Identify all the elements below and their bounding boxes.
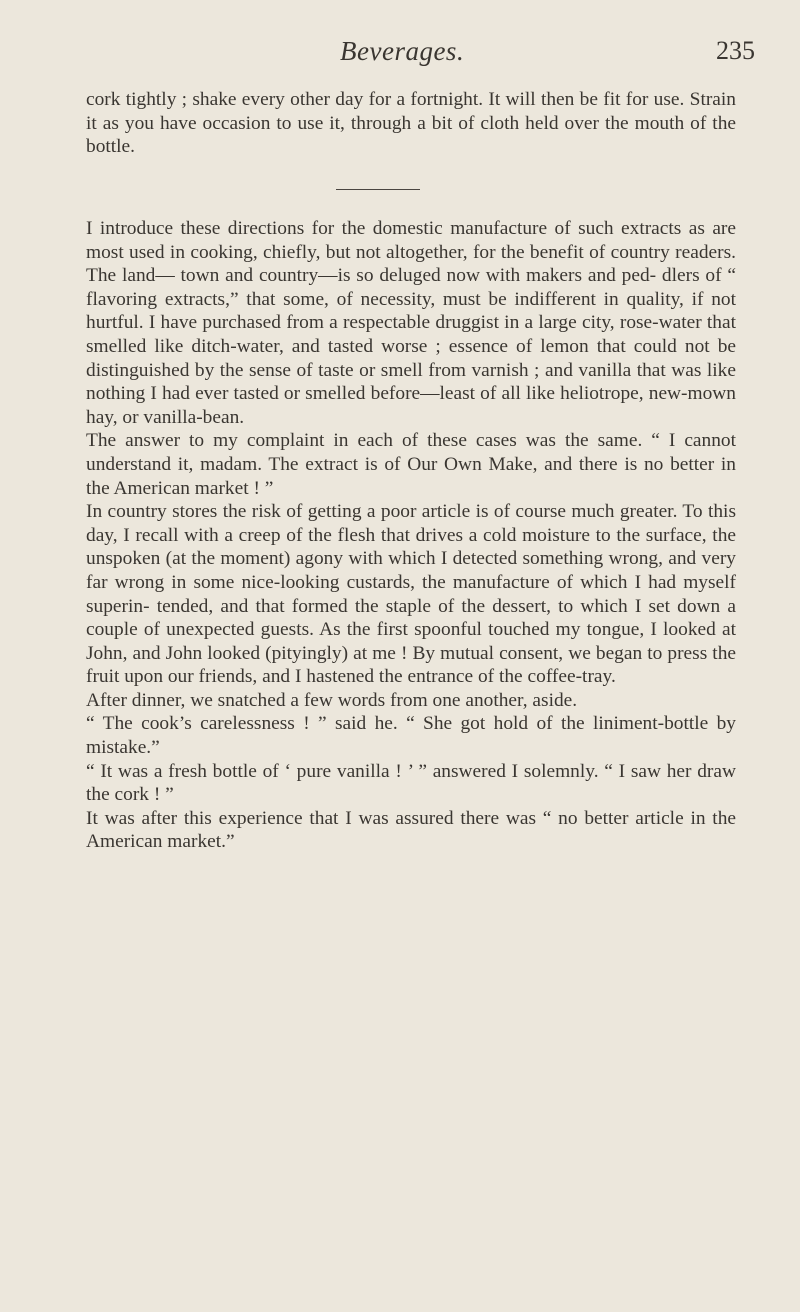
paragraph: It was after this experience that I was assured there was “ no better article in the American market.” — [86, 807, 736, 853]
paragraph: In country stores the risk of getting a poor article is of course much greater. To this day, I recall with a creep of the flesh that drives a cold moisture to the surface, the unspoken (at the moment) agony with which I detected something wrong, and very far wrong in some nice-looking custards, the manufacture of which I had myself superin- tended, and that formed the staple of the dessert, to which I set down a couple of unexpected guests. As the first spoonful touched my tongue, I looked at John, and John looked (pityingly) at me ! By mutual consent, we began to press the fruit upon our friends, and I hastened the entrance of the coffee-tray. — [86, 501, 736, 688]
text-block-main — [86, 217, 736, 854]
section-divider — [336, 189, 420, 190]
paragraph: After dinner, we snatched a few words from one another, aside. — [86, 689, 578, 711]
page-number: 235 — [716, 36, 755, 65]
paragraph: cork tightly ; shake every other day for a fortnight. It will then be fit for use. Strain it as you have occasion to use it, through a bit of cloth held over the mouth of the bottle. — [86, 89, 736, 158]
paragraph: “ It was a fresh bottle of ‘ pure vanilla ! ’ ” answered I solemnly. “ I saw her draw the cork ! ” — [86, 760, 736, 806]
running-head: Beverages. — [340, 36, 465, 66]
paragraph: The answer to my complaint in each of these cases was the same. “ I cannot understand it, madam. The extract is of Our Own Make, and there is no better in the American market ! ” — [86, 430, 736, 499]
paragraph: “ The cook’s carelessness ! ” said he. “ She got hold of the liniment-bottle by mistake.” — [86, 713, 736, 759]
paragraph: I introduce these directions for the domestic manufacture of such extracts as are most used in cooking, chiefly, but not altogether, for the benefit of country readers. The land— town and country—is so deluged now with makers and ped- dlers of “ flavoring extracts,” that some, of necessity, must be indifferent in quality, if not hurtful. I have purchased from a respectable druggist in a large city, rose-water that smelled like ditch-water, and tasted worse ; essence of lemon that could not be distinguished by the sense of taste or smell from varnish ; and vanilla that was like nothing I had ever tasted or smelled before—least of all like heliotrope, new-mown hay, or vanilla-bean. — [86, 218, 736, 428]
text-block-top — [86, 88, 736, 159]
page-header — [0, 34, 800, 78]
